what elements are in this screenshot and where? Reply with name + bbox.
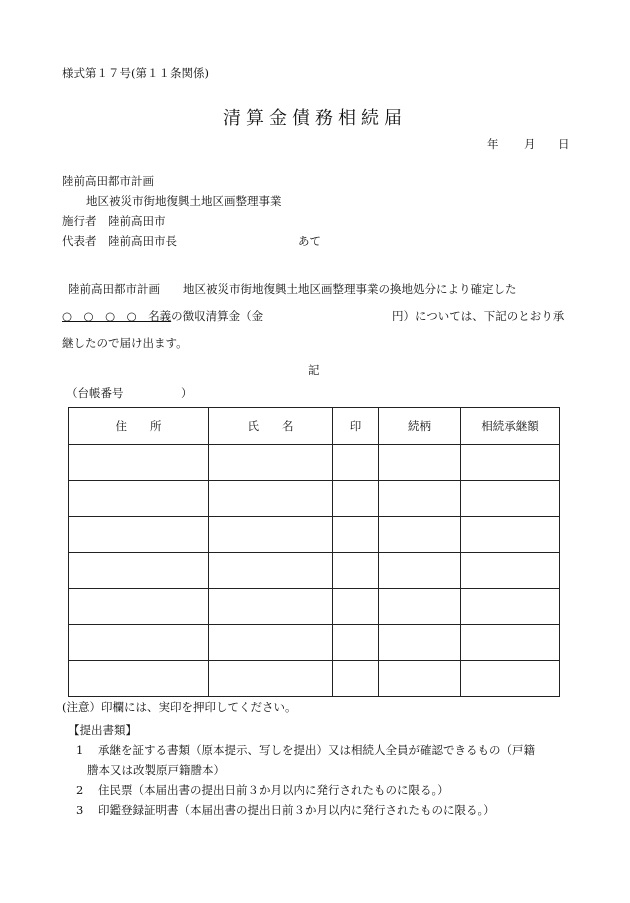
list-item-text: 承継を証する書類（原本提示、写しを提出）又は相続人全員が確認できるもの（戸籍 [98,743,535,757]
table-row [69,589,560,625]
address-cell[interactable] [69,553,209,589]
address-cell[interactable] [69,517,209,553]
list-item-continuation: 謄本又は改製原戸籍謄本） [87,763,225,777]
table-row [69,517,560,553]
body-line-2 [62,308,572,324]
documents-heading: 【提出書類】 [68,723,137,737]
date-day-label: 日 [558,137,570,151]
ki-heading: 記 [308,363,320,377]
addressee-block [62,171,321,251]
list-item-text: 住民票（本届出書の提出日前３か月以内に発行されたものに限る。） [98,783,449,797]
relationship-cell[interactable] [379,589,461,625]
table-header-row [69,408,560,445]
name-cell[interactable] [209,481,333,517]
list-item-number: 1 [76,743,84,757]
seal-cell[interactable] [333,661,379,697]
list-item [76,740,535,760]
seal-cell[interactable] [333,625,379,661]
header-relationship: 続柄 [379,408,461,445]
relationship-cell[interactable] [379,517,461,553]
address-cell[interactable] [69,625,209,661]
amount-cell[interactable] [461,445,560,481]
seal-cell[interactable] [333,589,379,625]
header-name: 氏 名 [209,408,333,445]
date-year-label: 年 [487,137,499,151]
name-cell[interactable] [209,445,333,481]
relationship-cell[interactable] [379,553,461,589]
amount-cell[interactable] [461,661,560,697]
list-item-number: 2 [76,783,84,797]
list-item-number: 3 [76,803,84,817]
body-name-part: ○ ○ ○ ○ 名義 [62,309,172,323]
address-cell[interactable] [69,661,209,697]
name-cell[interactable] [209,661,333,697]
header-address: 住 所 [69,408,209,445]
addressee-line-3: 施行者 陸前高田市 [62,214,166,228]
table-row [69,625,560,661]
body-line-1: 陸前高田都市計画 地区被災市街地復興土地区画整理事業の換地処分により確定した [68,282,517,296]
name-cell[interactable] [209,589,333,625]
seal-note: (注意）印欄には、実印を押印してください。 [62,700,297,714]
seal-cell[interactable] [333,517,379,553]
amount-cell[interactable] [461,481,560,517]
addressee-suffix: あて [298,234,321,248]
addressee-line-4: 代表者 陸前高田市長 [62,234,177,248]
header-inherited-amount: 相続承継額 [461,408,560,445]
relationship-cell[interactable] [379,625,461,661]
list-item [76,800,535,820]
name-cell[interactable] [209,517,333,553]
addressee-line-2: 地区被災市街地復興土地区画整理事業 [86,194,282,208]
seal-cell[interactable] [333,445,379,481]
seal-cell[interactable] [333,481,379,517]
address-cell[interactable] [69,589,209,625]
relationship-cell[interactable] [379,445,461,481]
table-row [69,661,560,697]
amount-cell[interactable] [461,625,560,661]
list-item [76,780,535,800]
date-month-label: 月 [524,137,536,151]
list-item-text: 印鑑登録証明書（本届出書の提出日前３か月以内に発行されたものに限る。） [98,803,495,817]
seal-cell[interactable] [333,553,379,589]
table-row [69,481,560,517]
relationship-cell[interactable] [379,481,461,517]
document-title: 清算金債務相続届 [223,108,407,129]
relationship-cell[interactable] [379,661,461,697]
body-yen-part: 円）については、下記のとおり承 [392,309,565,323]
amount-cell[interactable] [461,517,560,553]
body-mid-part: の徴収清算金（金 [171,309,264,323]
amount-cell[interactable] [461,553,560,589]
header-seal: 印 [333,408,379,445]
address-cell[interactable] [69,445,209,481]
documents-list [76,740,535,820]
addressee-line-1: 陸前高田都市計画 [62,174,154,188]
ledger-number: （台帳番号 ） [66,386,193,400]
form-number: 様式第１７号(第１１条関係) [62,66,209,80]
amount-cell[interactable] [461,589,560,625]
name-cell[interactable] [209,625,333,661]
name-cell[interactable] [209,553,333,589]
heirs-table [68,407,560,697]
table-row [69,553,560,589]
body-line-3: 継したので届け出ます。 [62,336,188,350]
address-cell[interactable] [69,481,209,517]
table-row [69,445,560,481]
